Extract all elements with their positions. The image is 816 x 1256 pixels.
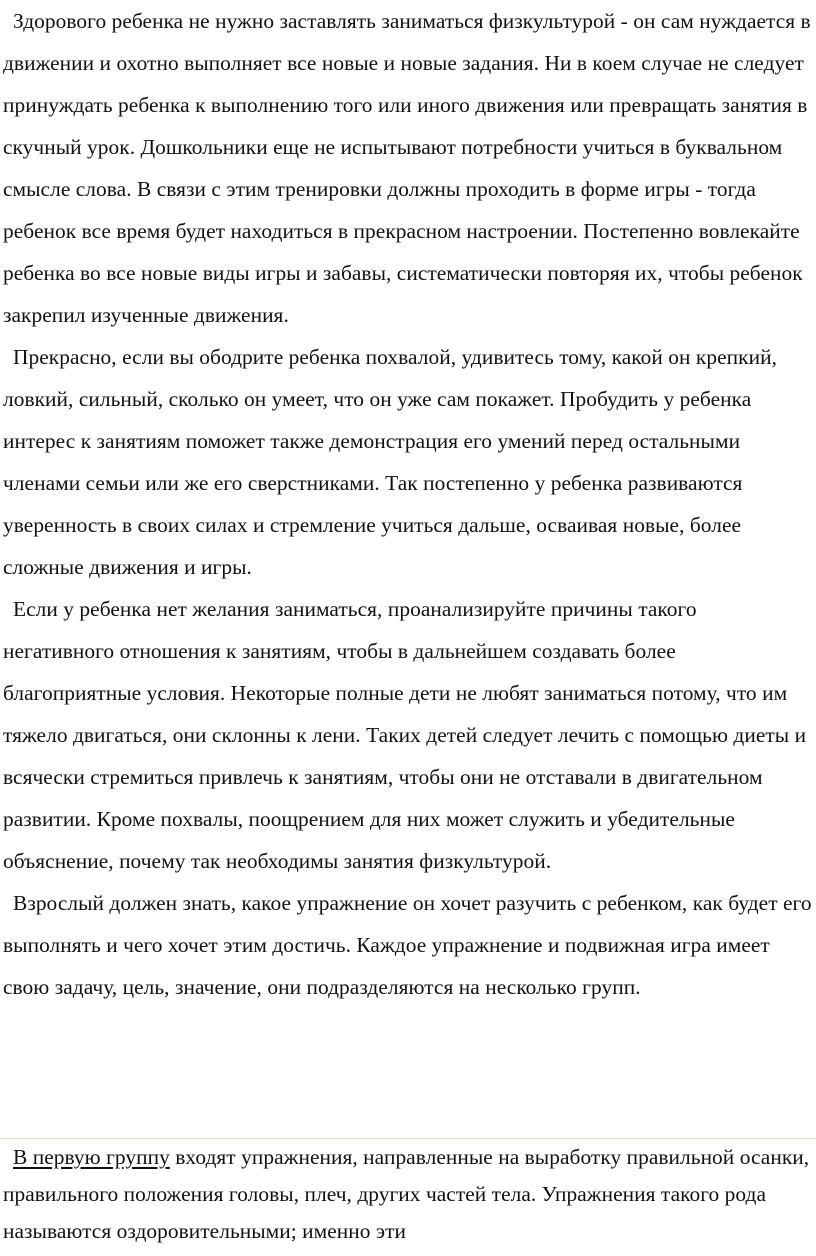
- paragraph-4: Взрослый должен знать, какое упражнение он хочет разучить с ребенком, как будет его выполнять и чего хочет этим достичь. Каждое упражнение и подвижная игра имеет свою задачу, цель, значение, они подразделяются на несколько групп.: [3, 891, 812, 999]
- paragraph-1: Здорового ребенка не нужно заставлять заниматься физкультурой - он сам нуждается в движении и охотно выполняет все новые и новые задания. Ни в коем случае не следует принуждать ребенка к выполнению того или иного движения или превращать занятия в скучный урок. Дошкольники еще не испытывают потребности учиться в буквальном смысле слова. В связи с этим тренировки должны проходить в форме игры - тогда ребенок все время будет находиться в прекрасном настроении. Постепенно вовлекайте ребенка во все новые виды игры и забавы, систематически повторяя их, чтобы ребенок закрепил изученные движения.: [3, 9, 811, 327]
- paragraph-5-text: входят упражнения, направленные на выработку правильной осанки, правильного положения головы, плеч, других частей тела. Упражнения такого рода называются оздоровительными; именно эти: [3, 1145, 810, 1243]
- document-body-continued: [3, 1139, 813, 1250]
- document-body: [3, 0, 813, 1008]
- underlined-phrase: В первую группу: [13, 1145, 170, 1169]
- paragraph-3: Если у ребенка нет желания заниматься, проанализируйте причины такого негативного отношения к занятиям, чтобы в дальнейшем создавать более благоприятные условия. Некоторые полные дети не любят заниматься потому, что им тяжело двигаться, они склонны к лени. Таких детей следует лечить с помощью диеты и всячески стремиться привлечь к занятиям, чтобы они не отставали в двигательном развитии. Кроме похвалы, поощрением для них может служить и убедительные объяснение, почему так необходимы занятия физкультурой.: [3, 597, 807, 873]
- paragraph-2: Прекрасно, если вы ободрите ребенка похвалой, удивитесь тому, какой он крепкий, ловкий, сильный, сколько он умеет, что он уже сам покажет. Пробудить у ребенка интерес к занятиям поможет также демонстрация его умений перед остальными членами семьи или же его сверстниками. Так постепенно у ребенка развиваются уверенность в своих силах и стремление учиться дальше, осваивая новые, более сложные движения и игры.: [3, 345, 777, 579]
- paragraph-5: [3, 1139, 813, 1250]
